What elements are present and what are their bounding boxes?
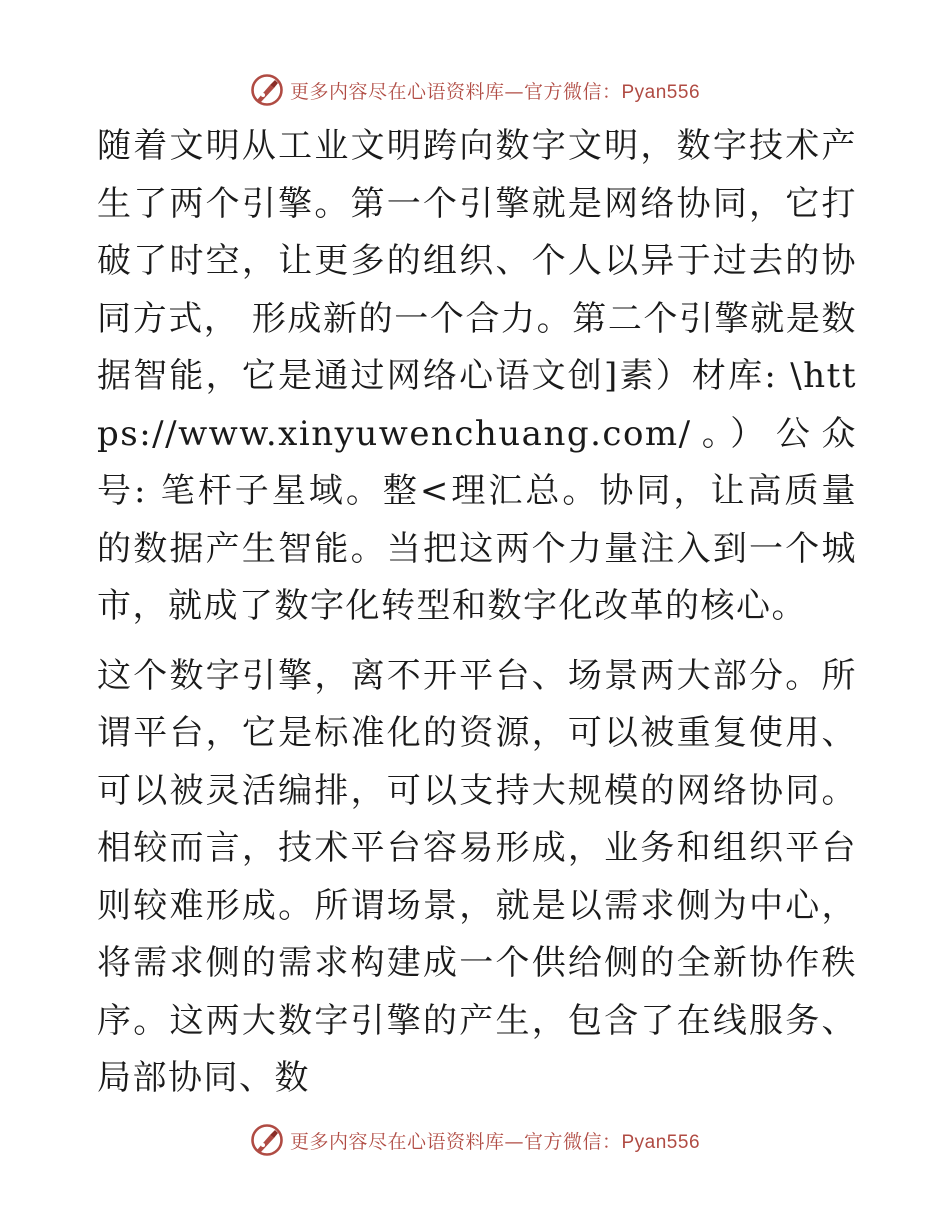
document-body (97, 118, 857, 1108)
paragraph: 随着文明从工业文明跨向数字文明，数字技术产生了两个引擎。第一个引擎就是网络协同，它打破了时空，让更多的组织、个人以异于过去的协同方式， 形成新的一个合力。第二个引擎就是数据智能，它是通过网络心语文创]素）材库: \https://www.xinyuwenchuang.com/。）公众号: 笔杆子星域。整<理汇总。协同，让高质量的数据产生智能。当把这两个力量注入到一个城市，就成了数字化转型和数字化改革的核心。 (97, 126, 857, 626)
footer-watermark (0, 1120, 950, 1160)
header-watermark (0, 70, 950, 110)
watermark-text: 更多内容尽在心语资料库—官方微信：Pyan556 (289, 80, 701, 103)
pen-logo-icon (250, 73, 284, 107)
watermark-text: 更多内容尽在心语资料库—官方微信：Pyan556 (289, 1130, 701, 1153)
pen-logo-icon (250, 1123, 284, 1157)
paragraph: 这个数字引擎，离不开平台、场景两大部分。所谓平台，它是标准化的资源，可以被重复使用、可以被灵活编排，可以支持大规模的网络协同。相较而言，技术平台容易形成，业务和组织平台则较难形成。所谓场景，就是以需求侧为中心，将需求侧的需求构建成一个供给侧的全新协作秩序。这两大数字引擎的产生，包含了在线服务、局部协同、数 (97, 655, 857, 1098)
